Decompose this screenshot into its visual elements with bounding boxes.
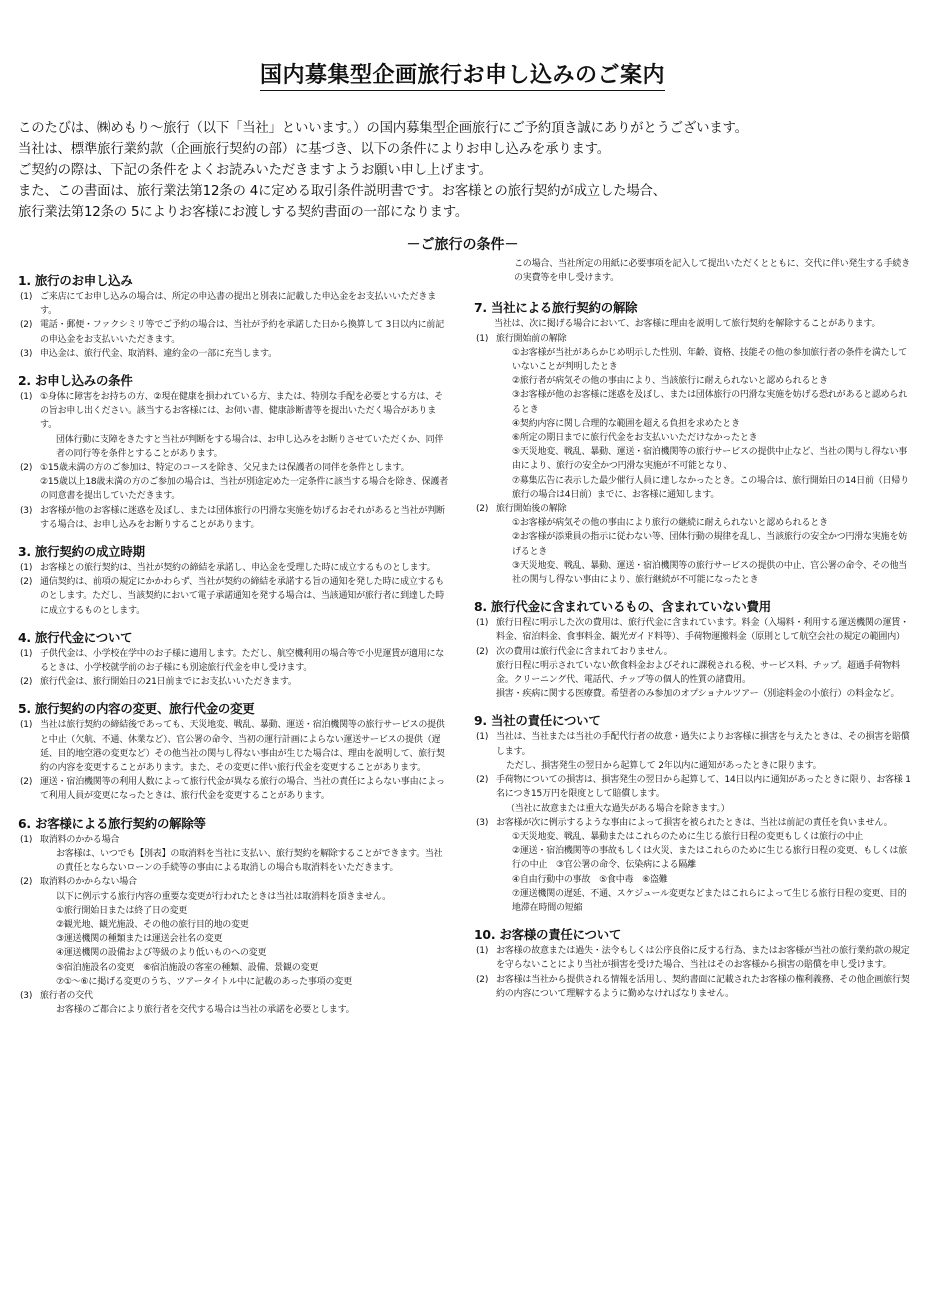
- list-item: ①お客様が当社があらかじめ明示した性別、年齢、資格、技能その他の参加旅行者の条件を満たしていないことが判明したとき: [512, 347, 908, 373]
- clause-number: (2): [476, 974, 489, 985]
- clause: [18, 390, 448, 461]
- clause-text: ①15歳未満の方のご参加は、特定のコースを除き、父兄または保護者の同伴を条件とします。: [40, 463, 410, 474]
- clause: [18, 875, 448, 989]
- list-item: ⑦募集広告に表示した最少催行人員に達しなかったとき。この場合は、旅行開始日の14日前（日帰り旅行の場合は4日前）までに、お客様に通知します。: [512, 475, 909, 500]
- intro-line: ご契約の際は、下記の条件をよくお読みいただきますようお願い申し上げます。: [18, 163, 492, 178]
- clause-text: ①身体に障害をお持ちの方、②現在健康を損われている方、または、特別な手配を必要とする方は、その旨お申し出ください。該当するお客様には、お伺い書、健康診断書等を提出いただく場合があります。: [40, 392, 443, 431]
- clause-number: (2): [20, 777, 33, 788]
- clause-text: お客様が他のお客様に迷惑を及ぼし、または団体旅行の円滑な実施を妨げるおそれがあると当社が判断する場合は、お申し込みをお断りすることがあります。: [40, 505, 445, 530]
- clause-text: ご来店にてお申し込みの場合は、所定の申込書の提出と別表に記載した申込金をお支払いいただきます。: [40, 292, 437, 317]
- clause-number: (1): [20, 720, 33, 731]
- section-2: [18, 372, 448, 532]
- clause-text: 当社は、当社または当社の手配代行者の故意・過失によりお客様に損害を与えたときは、その損害を賠償します。: [496, 732, 910, 757]
- clause-number: (2): [20, 677, 33, 688]
- clause-text: 運送・宿泊機関等の利用人数によって旅行代金が異なる旅行の場合、当社の責任によらない事由によって利用人員が変更になったときは、旅行代金を変更することがあります。: [40, 777, 445, 802]
- section-3: [18, 543, 448, 618]
- section-9: [474, 712, 914, 915]
- list-item: ③天災地変、戦乱、暴動、運送・宿泊機関等の旅行サービスの提供の中止、官公署の命令、その他当社の関与し得ない事由により、旅行継続が不可能になったとき: [512, 560, 908, 586]
- right-column: [474, 257, 914, 1012]
- clause-text: お客様が次に例示するような事由によって損害を被られたときは、当社は前記の責任を負いません。: [496, 817, 893, 828]
- clause-text: お客様のご都合により旅行者を交代する場合は当社の承諾を必要とします。: [56, 1005, 355, 1016]
- clause-number: (2): [476, 504, 489, 515]
- clause: [18, 775, 448, 803]
- list-item: ①お客様が病気その他の事由により旅行の継続に耐えられないと認められるとき: [512, 518, 828, 529]
- list-item: ④運送機関の設備および等級のより低いものへの変更: [56, 948, 267, 959]
- list-item: ④自由行動中の事故 ⑤食中毒 ⑥盗難: [512, 874, 668, 885]
- clause-text: お客様との旅行契約は、当社が契約の締結を承諾し、申込金を受理した時に成立するものとします。: [40, 563, 436, 574]
- clause: [474, 332, 914, 502]
- clause: [18, 318, 448, 346]
- clause-number: (2): [476, 646, 489, 657]
- clause-text: ただし、損害発生の翌日から起算して 2年以内に通知があったときに限ります。: [506, 760, 822, 771]
- list-item: ①旅行開始日または終了日の変更: [56, 905, 188, 916]
- list-item: ②運送・宿泊機関等の事故もしくは火災、またはこれらのために生じる旅行日程の変更、もしくは旅行の中止 ③官公署の命令、伝染病による隔離: [512, 846, 908, 871]
- list-item: ②観光地、観光施設、その他の旅行目的地の変更: [56, 919, 249, 930]
- clause: [474, 645, 914, 702]
- clause-number: (1): [476, 946, 489, 957]
- section-10: [474, 926, 914, 1001]
- clause: [474, 816, 914, 915]
- clause-text: 通信契約は、前項の規定にかかわらず、当社が契約の締結を承諾する旨の通知を発した時に成立するものとします。ただし、当該契約において電子承諾通知を発する場合は、当該通知が旅行者に到達した時に成立するものとします。: [40, 577, 445, 616]
- clause-number: (3): [20, 505, 33, 516]
- section-4: [18, 629, 448, 690]
- section-heading: 7. 当社による旅行契約の解除: [474, 300, 638, 316]
- clause: [18, 718, 448, 775]
- list-item: ②旅行者が病気その他の事由により、当該旅行に耐えられないと認められるとき: [512, 376, 828, 387]
- section-heading: 4. 旅行代金について: [18, 629, 133, 645]
- list-item: ③お客様が他のお客様に迷惑を及ぼし、または団体旅行の円滑な実施を妨げる恐れがあると認められるとき: [512, 390, 908, 415]
- clause: [18, 675, 448, 689]
- clause-text: 旅行日程に明示されていない飲食料金およびそれに課税される税、サービス料、チップ。超過手荷物料金。クリーニング代、電話代、チップ等の個人的性質の諸費用。: [496, 660, 900, 686]
- section-heading: 1. 旅行のお申し込み: [18, 273, 133, 288]
- clause-number: (1): [20, 834, 33, 845]
- clause: [18, 461, 448, 504]
- clause: [474, 502, 914, 587]
- list-item: ①天災地変、戦乱、暴動またはこれらのために生じる旅行日程の変更もしくは旅行の中止: [512, 831, 864, 842]
- intro-paragraph: [18, 118, 913, 223]
- clause: [474, 616, 914, 644]
- clause: [18, 347, 448, 361]
- section-intro: 当社は、次に掲げる場合において、お客様に理由を説明して旅行契約を解除することがあります。: [494, 319, 881, 330]
- clause-number: (1): [476, 732, 489, 743]
- list-item: ⑦運送機関の遅延、不通、スケジュール変更などまたはこれらによって生じる旅行日程の変更、目的地滞在時間の短縮: [512, 888, 907, 913]
- clause-number: (1): [20, 292, 33, 302]
- clause-number: (3): [476, 817, 489, 828]
- list-item: ⑤宿泊施設名の変更 ⑥宿泊施設の客室の種類、設備、景観の変更: [56, 962, 319, 973]
- clause-text: 子供代金は、小学校在学中のお子様に適用します。ただし、航空機利用の場合等で小児運賃が適用になるときは、小学校就学前のお子様にも別途旅行代金を申し受けます。: [40, 648, 445, 674]
- section-1: [18, 272, 448, 361]
- clause-text: お客様の故意または過失・法令もしくは公序良俗に反する行為、またはお客様が当社の旅行業約款の規定を守らないことにより当社が損害を受けた場合、当社はそのお客様から損害の賠償を申し受けます。: [496, 946, 910, 971]
- list-item: ④契約内容に関し合理的な範囲を超える負担を求めたとき: [512, 418, 740, 429]
- clause: [18, 575, 448, 618]
- clause-text: 申込金は、旅行代金、取消料、違約金の一部に充当します。: [40, 348, 277, 359]
- section-heading: 10. お客様の責任について: [474, 927, 622, 943]
- clause: [18, 989, 448, 1017]
- intro-line: 当社は、標準旅行業約款（企画旅行契約の部）に基づき、以下の条件によりお申し込みを承ります。: [18, 142, 610, 157]
- clause-text: 以下に例示する旅行内容の重要な変更が行われたときは当社は取消料を頂きません。: [56, 891, 391, 902]
- clause: [474, 944, 914, 972]
- clause-text: お客様は、いつでも【別表】の取消料を当社に支払い、旅行契約を解除することができます。当社の責任とならないローンの手続等の事由による取消しの場合も取消料をいただきます。: [56, 848, 443, 874]
- intro-line: また、この書面は、旅行業法第12条の 4に定める取引条件説明書です。お客様との旅行契約が成立した場合、: [18, 184, 666, 199]
- list-item: ⑤天災地変、戦乱、暴動、運送・宿泊機関等の旅行サービスの提供中止など、当社の関与し得ない事由により、旅行の安全かつ円滑な実施が不可能となり、: [512, 447, 908, 472]
- clause-number: (1): [20, 563, 33, 574]
- list-item: ③運送機関の種類または運送会社名の変更: [56, 934, 223, 945]
- section-heading: 2. お申し込みの条件: [18, 373, 133, 389]
- clause-number: (3): [20, 348, 33, 359]
- clause: [18, 290, 448, 318]
- clause: [474, 730, 914, 773]
- document-title: 国内募集型企画旅行お申し込みのご案内: [0, 58, 925, 89]
- clause-title: 旅行開始後の解除: [496, 504, 567, 515]
- conditions-title: －ご旅行の条件－: [406, 237, 519, 253]
- clause-text: 手荷物についての損害は、損害発生の翌日から起算して、14日以内に通知があったときに限り、お客様 1名につき15万円を限度として賠償します。: [496, 775, 911, 800]
- clause-title: 旅行開始前の解除: [496, 333, 567, 344]
- clause: [474, 773, 914, 816]
- clause-text: （当社に故意または重大な過失がある場合を除きます。）: [506, 803, 730, 814]
- list-item: ②お客様が添乗員の指示に従わない等、団体行動の規律を乱し、当該旅行の安全かつ円滑な実施を妨げるとき: [512, 532, 908, 557]
- clause-text: ②15歳以上18歳未満の方のご参加の場合は、当社が別途定めた一定条件に該当する場合を除き、保護者の同意書を提出していただきます。: [40, 477, 449, 502]
- section-heading: 5. 旅行契約の内容の変更、旅行代金の変更: [18, 701, 255, 717]
- clause-text: 電話・郵便・ファクシミリ等でご予約の場合は、当社が予約を承諾した日から換算して 3日以内に前記の申込金をお支払いいただきます。: [40, 320, 445, 345]
- clause-text: 旅行日程に明示した次の費用は、旅行代金に含まれています。料金（入場料・利用する運送機関の運賃・料金、宿泊料金、食事料金、観光ガイド料等）、手荷物運搬料金（原則として航空会社の規定の範囲内）: [496, 618, 909, 643]
- clause-number: (2): [20, 877, 33, 888]
- clause-text: お客様は当社から提供される情報を活用し、契約書面に記載されたお客様の権利義務、その他企画旅行契約の内容について理解するように勤めなければなりません。: [496, 974, 910, 999]
- clause-number: (2): [476, 775, 489, 786]
- continued-text: この場合、当社所定の用紙に必要事項を記入して提出いただくとともに、交代に伴い発生する手続きの実費等を申し受けます。: [514, 259, 911, 284]
- clause-text: 次の費用は旅行代金に含まれておりません。: [496, 646, 673, 657]
- section-heading: 3. 旅行契約の成立時期: [18, 544, 145, 560]
- clause-title: 旅行者の交代: [40, 990, 93, 1001]
- clause: [18, 647, 448, 675]
- list-item: ⑥所定の期日までに旅行代金をお支払いいただけなかったとき: [512, 433, 758, 444]
- intro-line: 旅行業法第12条の 5によりお客様にお渡しする契約書面の一部になります。: [18, 205, 469, 220]
- section-8: [474, 598, 914, 701]
- clause-number: (1): [20, 392, 33, 403]
- clause-title: 取消料のかかる場合: [40, 834, 120, 845]
- clause: [474, 973, 914, 1001]
- section-heading: 8. 旅行代金に含まれているもの、含まれていない費用: [474, 599, 771, 615]
- section-5: [18, 700, 448, 803]
- clause-text: 旅行代金は、旅行開始日の21日前までにお支払いいただきます。: [40, 677, 297, 688]
- left-column: [18, 272, 448, 1028]
- clause-number: (2): [20, 463, 33, 474]
- section-heading: 6. お客様による旅行契約の解除等: [18, 815, 206, 831]
- clause-number: (3): [20, 990, 33, 1001]
- clause-text: 団体行動に支障をきたすと当社が判断をする場合は、お申し込みをお断りさせていただくか、同伴者の同行等を条件とすることがあります。: [56, 434, 444, 459]
- clause: [18, 833, 448, 876]
- clause: [18, 561, 448, 575]
- section-heading: 9. 当社の責任について: [474, 713, 601, 729]
- clause-text: 当社は旅行契約の締結後であっても、天災地変、戦乱、暴動、運送・宿泊機関等の旅行サービスの提供と中止（欠航、不通、休業など）、官公署の命令、当初の運行計画によらない運送サービスの提供（遅延、目的地空港の変更など）その他当社の関与し得ない事由が生じた場合は、理由を説明して、旅行契約の内容を変更することがあります。また、その変更に伴い旅行代金を変更することがあります。: [40, 720, 445, 774]
- clause-number: (1): [20, 648, 33, 659]
- list-item: ⑦①～⑥に掲げる変更のうち、ツアータイトル中に記載のあった事項の変更: [56, 976, 352, 987]
- intro-line: このたびは、㈱めもり～旅行（以下「当社」といいます。）の国内募集型企画旅行にご予約頂き誠にありがとうございます。: [18, 121, 748, 136]
- clause-number: (2): [20, 320, 33, 331]
- clause-number: (1): [476, 333, 489, 344]
- clause-title: 取消料のかからない場合: [40, 877, 137, 888]
- clause-number: (2): [20, 577, 33, 588]
- section-6: [18, 815, 448, 1018]
- clause-text: 損害・疾病に関する医療費。希望者のみ参加のオプショナルツアー（別途料金の小旅行）の料金など。: [496, 689, 900, 700]
- section-7: [474, 299, 914, 587]
- clause: [18, 504, 448, 532]
- clause-number: (1): [476, 618, 489, 629]
